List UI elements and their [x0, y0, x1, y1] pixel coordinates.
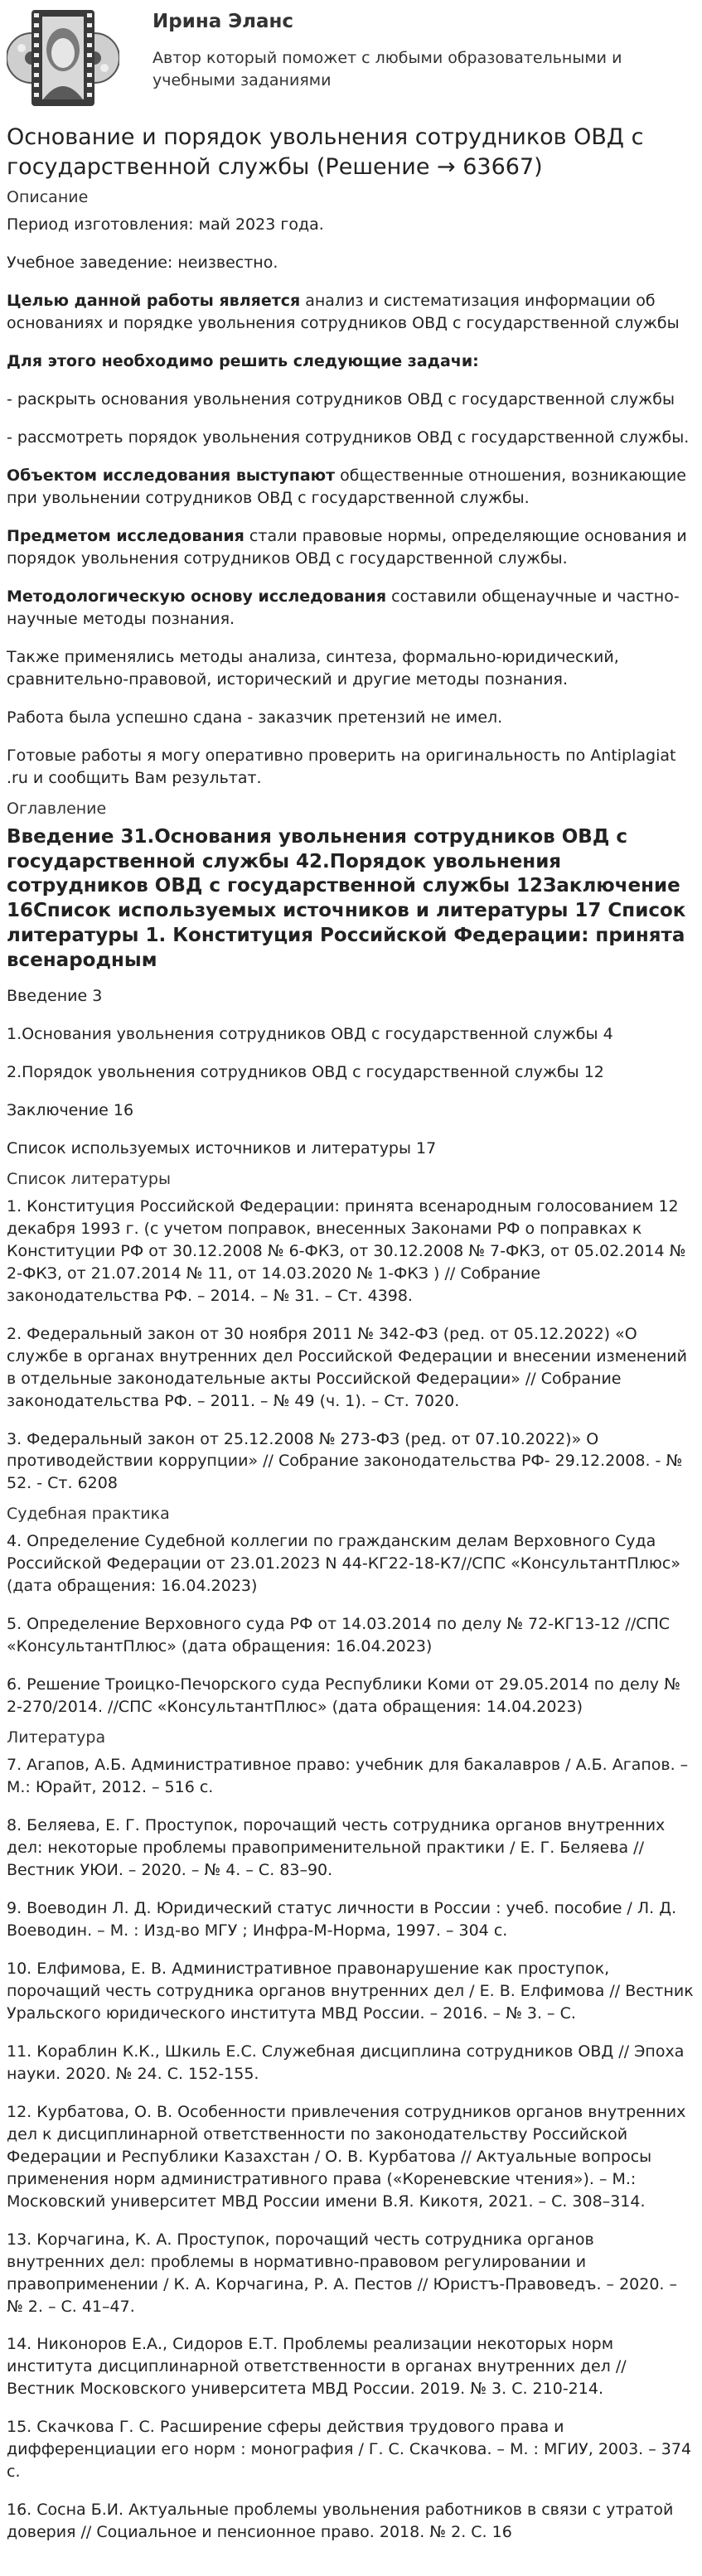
reference-item: 7. Агапов, А.Б. Административное право: учебник для бакалавров / А.Б. Агапов. – М.: Юрайт, 2012. – 516 с. [7, 1756, 689, 1797]
reference-item: 9. Воеводин Л. Д. Юридический статус личности в России : учеб. пособие / Л. Д. Воеводин. – М. : Изд-во МГУ ; Инфра-М-Норма, 1997. – 304 с. [7, 1898, 677, 1940]
tasks-heading-text: Для этого необходимо решить следующие задачи: [7, 352, 479, 371]
reference-item: 15. Скачкова Г. С. Расширение сферы действия трудового права и дифференциации его норм : монография / Г. С. Скачкова. – М. : МГИУ, 2003. – 374 с. [7, 2418, 692, 2482]
reference-item: 1. Конституция Российской Федерации: принята всенародным голосованием 12 декабря 1993 г. (с учетом поправок, внесенных Законами РФ о поправках к Конституции РФ от 30.12.2008 № 6-ФКЗ, от 30.12.2008 № 7-ФКЗ, от 05.02.2014 № 2-ФКЗ, от 21.07.2014 № 11, от 14.03.2020 № 1-ФКЗ ) // Собрание законодательства РФ. – 2014. – № 31. – Ст. 4398. [7, 1196, 686, 1305]
toc-item: 2.Порядок увольнения сотрудников ОВД с государственной службы 12 [7, 1062, 604, 1081]
object-paragraph [7, 465, 695, 510]
toc-item: 1.Основания увольнения сотрудников ОВД с государственной службы 4 [7, 1024, 613, 1043]
reference-item: 11. Кораблин К.К., Шкиль Е.С. Служебная дисциплина сотрудников ОВД // Эпоха науки. 2020. № 24. С. 152-155. [7, 2042, 685, 2083]
goal-paragraph [7, 290, 695, 335]
avatar-image [7, 3, 119, 113]
reference-item: 4. Определение Судебной коллегии по гражданским делам Верховного Суда Российской Федерации от 23.01.2023 N 44-КГ22-18-К7//СПС «КонсультантПлюс» (дата обращения: 16.04.2023) [7, 1532, 680, 1596]
reference-item: 12. Курбатова, О. В. Особенности привлечения сотрудников органов внутренних дел к дисциплинарной ответственности по законодательству Российской Федерации и Республики Казахстан / О. В. Курбатова // Актуальные вопросы применения норм административного права («Кореневские чтения»). – М.: Московский университет МВД России имени В.Я. Кикотя, 2021. – С. 308–314. [7, 2102, 686, 2211]
reference-item: 14. Никоноров Е.А., Сидоров Е.Т. Проблемы реализации некоторых норм института дисциплинарной ответственности в органах внутренних дел // Вестник Московского университета МВД России. 2019. № 3. С. 210-214. [7, 2335, 627, 2399]
reference-item: 10. Елфимова, Е. В. Административное правонарушение как проступок, порочащий честь сотрудника органов внутренних дел / Е. В. Елфимова // Вестник Уральского юридического института МВД России. – 2016. – № 3. – С. [7, 1959, 694, 2023]
goal-text: анализ и систематизация информации об основаниях и порядке увольнения сотрудников ОВД с государственной службы [7, 292, 680, 333]
work-title: Основание и порядок увольнения сотрудников ОВД с государственной службы (Решение → 63667) [7, 124, 644, 180]
court-practice-label: Судебная практика [7, 1505, 170, 1524]
author-avatar[interactable] [7, 3, 119, 113]
literature-label: Литература [7, 1728, 106, 1747]
reference-item: 5. Определение Верховного суда РФ от 14.03.2014 по делу № 72-КГ13-12 //СПС «КонсультантПлюс» (дата обращения: 16.04.2023) [7, 1615, 671, 1656]
goal-bold: Целью данной работы является [7, 292, 301, 311]
tasks-heading [7, 350, 695, 373]
subject-bold: Предметом исследования [7, 526, 244, 545]
period-text: Период изготовления: май 2023 года. [7, 215, 324, 234]
subject-text: стали правовые нормы, определяющие основания и порядок увольнения сотрудников ОВД с государственной службы. [7, 526, 687, 568]
reference-item: 8. Беляева, Е. Г. Проступок, порочащий честь сотрудника органов внутренних дел: некоторые проблемы правоприменительной практики / Е. Г. Беляева // Вестник УЮИ. – 2020. – № 4. – С. 83–90. [7, 1816, 666, 1879]
object-text: общественные отношения, возникающие при увольнении сотрудников ОВД с государственной службы. [7, 466, 686, 507]
toc-flow-text: Введение 31.Основания увольнения сотрудников ОВД с государственной службы 42.Порядок увольнения сотрудников ОВД с государственной службы 12Заключение 16Список используемых источников и литературы 17 Список литературы 1. Конституция Российской Федерации: принята всенародным [7, 825, 686, 972]
reference-item: 16. Сосна Б.И. Актуальные проблемы увольнения работников в связи с утратой доверия // Социальное и пенсионное право. 2018. № 2. С. 16 [7, 2501, 674, 2542]
methods-also-text: Также применялись методы анализа, синтеза, формально-юридический, сравнительно-правовой, исторический и другие методы познания. [7, 647, 619, 689]
references-label: Список литературы [7, 1169, 171, 1188]
passed-text: Работа была успешно сдана - заказчик претензий не имел. [7, 708, 503, 727]
toc-item: Список используемых источников и литературы 17 [7, 1138, 437, 1158]
task-item: - рассмотреть порядок увольнения сотрудников ОВД с государственной службы. [7, 428, 690, 447]
method-text: составили общенаучные и частно-научные методы познания. [7, 587, 680, 628]
reference-item: 13. Корчагина, К. А. Проступок, порочащий честь сотрудника органов внутренних дел: проблемы в нормативно-правовом регулировании и правоприменении / К. А. Корчагина, Р. А. Пестов // Юристъ-Правоведъ. – 2020. – № 2. – С. 41–47. [7, 2230, 678, 2316]
author-description: Автор который поможет с любыми образовательными и учебными заданиями [153, 48, 622, 90]
description-label: Описание [7, 188, 89, 207]
toc-item: Введение 3 [7, 986, 103, 1005]
object-bold: Объектом исследования выступают [7, 466, 336, 485]
reference-item: 6. Решение Троицко-Печорского суда Республики Коми от 29.05.2014 по делу № 2-270/2014. //СПС «КонсультантПлюс» (дата обращения: 14.04.2023) [7, 1675, 680, 1717]
toc-label: Оглавление [7, 799, 107, 818]
task-item: - раскрыть основания увольнения сотрудников ОВД с государственной службы [7, 390, 675, 409]
method-bold: Методологическую основу исследования [7, 587, 387, 606]
reference-item: 3. Федеральный закон от 25.12.2008 № 273-ФЗ (ред. от 07.10.2022)» О противодействии коррупции» // Собрание законодательства РФ- 29.12.2008. - № 52. - Ст. 6208 [7, 1429, 683, 1493]
antiplagiat-text: Готовые работы я могу оперативно проверить на оригинальность по Antiplagiat .ru и сообщить Вам результат. [7, 746, 676, 787]
author-card [7, 0, 695, 116]
reference-item: 2. Федеральный закон от 30 ноября 2011 № 342-ФЗ (ред. от 05.12.2022) «О службе в органах внутренних дел Российской Федерации и внесении изменений в отдельные законодательные акты Российской Федерации» // Собрание законодательства РФ. – 2011. – № 49 (ч. 1). – Ст. 7020. [7, 1324, 688, 1410]
method-paragraph [7, 586, 695, 631]
institution-text: Учебное заведение: неизвестно. [7, 254, 278, 273]
author-name[interactable]: Ирина Эланс [153, 11, 294, 32]
toc-item: Заключение 16 [7, 1100, 134, 1119]
subject-paragraph [7, 525, 695, 570]
